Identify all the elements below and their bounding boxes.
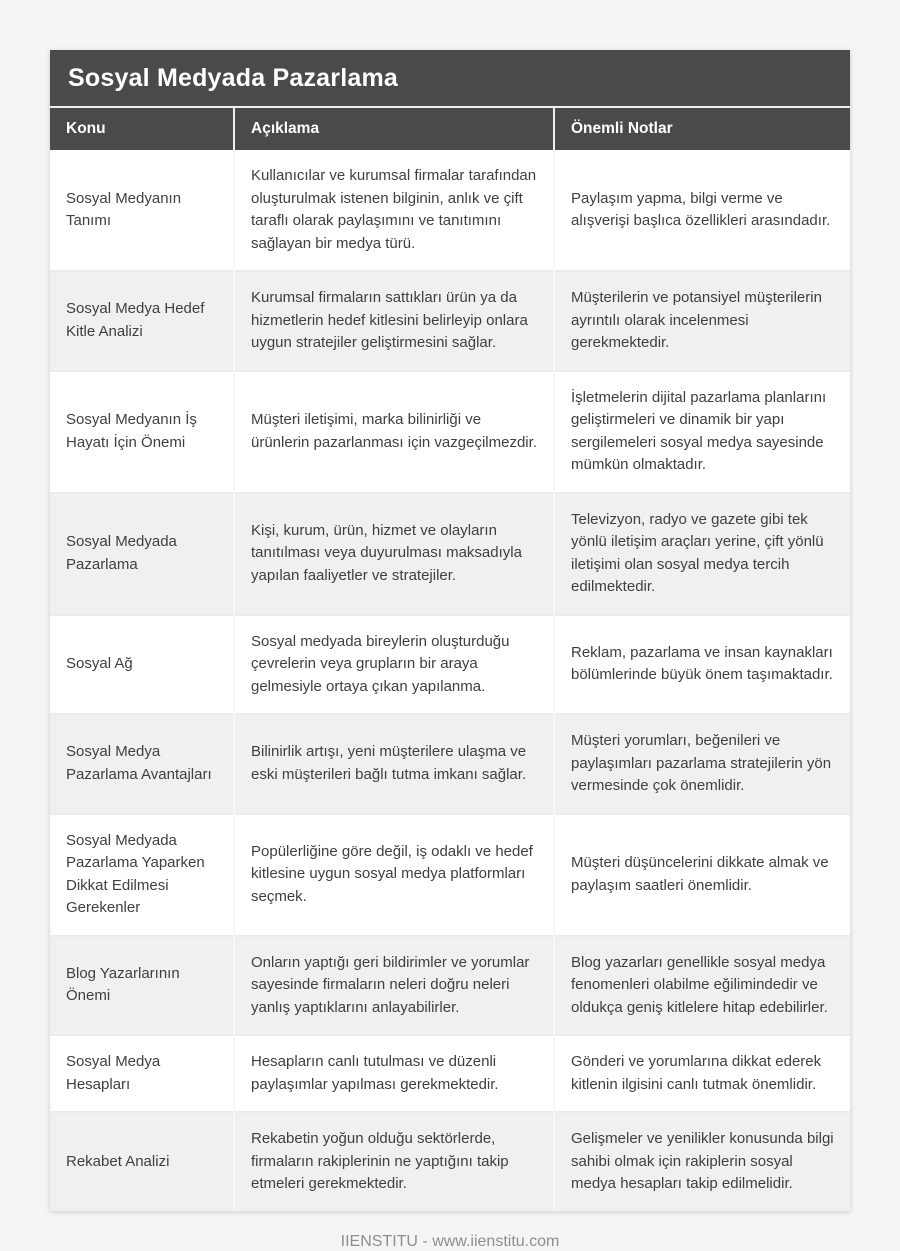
cell-aciklama: Bilinirlik artışı, yeni müşterilere ulaşma ve eski müşterileri bağlı tutma imkanı sağlar. [234,714,554,814]
cell-onemli-notlar: Gönderi ve yorumlarına dikkat ederek kitlenin ilgisini canlı tutmak önemlidir. [554,1035,850,1112]
cell-aciklama: Sosyal medyada bireylerin oluşturduğu çevrelerin veya grupların bir araya gelmesiyle ortaya çıkan yapılanma. [234,615,554,715]
cell-aciklama: Kurumsal firmaların sattıkları ürün ya da hizmetlerin hedef kitlesini belirleyip onlara uygun stratejiler geliştirmesini sağlar. [234,271,554,371]
cell-onemli-notlar: Müşteri yorumları, beğenileri ve paylaşımları pazarlama stratejilerin yön vermesinde çok önemlidir. [554,714,850,814]
cell-konu: Sosyal Ağ [50,615,234,715]
table-row [50,814,850,936]
column-header-aciklama: Açıklama [234,108,554,150]
table-row [50,1112,850,1211]
table-card [50,50,850,1211]
column-header-konu: Konu [50,108,234,150]
cell-aciklama: Kullanıcılar ve kurumsal firmalar tarafından oluşturulmak istenen bilginin, anlık ve çift taraflı olarak paylaşımını ve tanıtımını sağlayan bir medya türü. [234,150,554,271]
cell-aciklama: Rekabetin yoğun olduğu sektörlerde, firmaların rakiplerinin ne yaptığını takip etmeleri gerekmektedir. [234,1112,554,1211]
cell-aciklama: Hesapların canlı tutulması ve düzenli paylaşımlar yapılması gerekmektedir. [234,1035,554,1112]
cell-konu: Sosyal Medya Hesapları [50,1035,234,1112]
table-header [50,108,850,150]
table-row [50,271,850,371]
cell-onemli-notlar: Televizyon, radyo ve gazete gibi tek yönlü iletişim araçları yerine, çift yönlü iletişimi olan sosyal medya tercih edilmektedir. [554,493,850,615]
table-row [50,714,850,814]
table-row [50,615,850,715]
table-row [50,936,850,1036]
table-header-row [50,108,850,150]
cell-onemli-notlar: Gelişmeler ve yenilikler konusunda bilgi sahibi olmak için rakiplerin sosyal medya hesapları takip edilmelidir. [554,1112,850,1211]
cell-konu: Rekabet Analizi [50,1112,234,1211]
column-header-onemli-notlar: Önemli Notlar [554,108,850,150]
table-row [50,1035,850,1112]
cell-konu: Sosyal Medya Hedef Kitle Analizi [50,271,234,371]
cell-onemli-notlar: Müşteri düşüncelerini dikkate almak ve paylaşım saatleri önemlidir. [554,814,850,936]
footer [0,1211,900,1251]
cell-konu: Sosyal Medyada Pazarlama Yaparken Dikkat Edilmesi Gerekenler [50,814,234,936]
footer-text: IIENSTITU - www.iienstitu.com [340,1232,560,1250]
content-table [50,108,850,1211]
cell-aciklama: Kişi, kurum, ürün, hizmet ve olayların tanıtılması veya duyurulması maksadıyla yapılan faaliyetler ve stratejiler. [234,493,554,615]
table-row [50,493,850,615]
table-row [50,150,850,271]
cell-onemli-notlar: Blog yazarları genellikle sosyal medya fenomenleri olabilme eğilimindedir ve oldukça geniş kitlelere hitap edebilirler. [554,936,850,1036]
cell-konu: Sosyal Medya Pazarlama Avantajları [50,714,234,814]
cell-aciklama: Onların yaptığı geri bildirimler ve yorumlar sayesinde firmaların neleri doğru neleri yanlış yaptıklarını anlayabilirler. [234,936,554,1036]
cell-onemli-notlar: Paylaşım yapma, bilgi verme ve alışverişi başlıca özellikleri arasındadır. [554,150,850,271]
cell-konu: Sosyal Medyanın İş Hayatı İçin Önemi [50,371,234,493]
table-title-bar [50,50,850,108]
cell-konu: Sosyal Medyada Pazarlama [50,493,234,615]
cell-aciklama: Müşteri iletişimi, marka bilinirliği ve ürünlerin pazarlanması için vazgeçilmezdir. [234,371,554,493]
table-body [50,150,850,1211]
page-title: Sosyal Medyada Pazarlama [68,63,398,92]
table-row [50,371,850,493]
cell-onemli-notlar: İşletmelerin dijital pazarlama planlarını geliştirmeleri ve dinamik bir yapı sergilemeleri sosyal medya sayesinde mümkün olmaktadır. [554,371,850,493]
cell-konu: Blog Yazarlarının Önemi [50,936,234,1036]
cell-onemli-notlar: Müşterilerin ve potansiyel müşterilerin ayrıntılı olarak incelenmesi gerekmektedir. [554,271,850,371]
cell-konu: Sosyal Medyanın Tanımı [66,189,182,229]
cell-onemli-notlar: Reklam, pazarlama ve insan kaynakları bölümlerinde büyük önem taşımaktadır. [554,615,850,715]
cell-aciklama: Popülerliğine göre değil, iş odaklı ve hedef kitlesine uygun sosyal medya platformları seçmek. [234,814,554,936]
